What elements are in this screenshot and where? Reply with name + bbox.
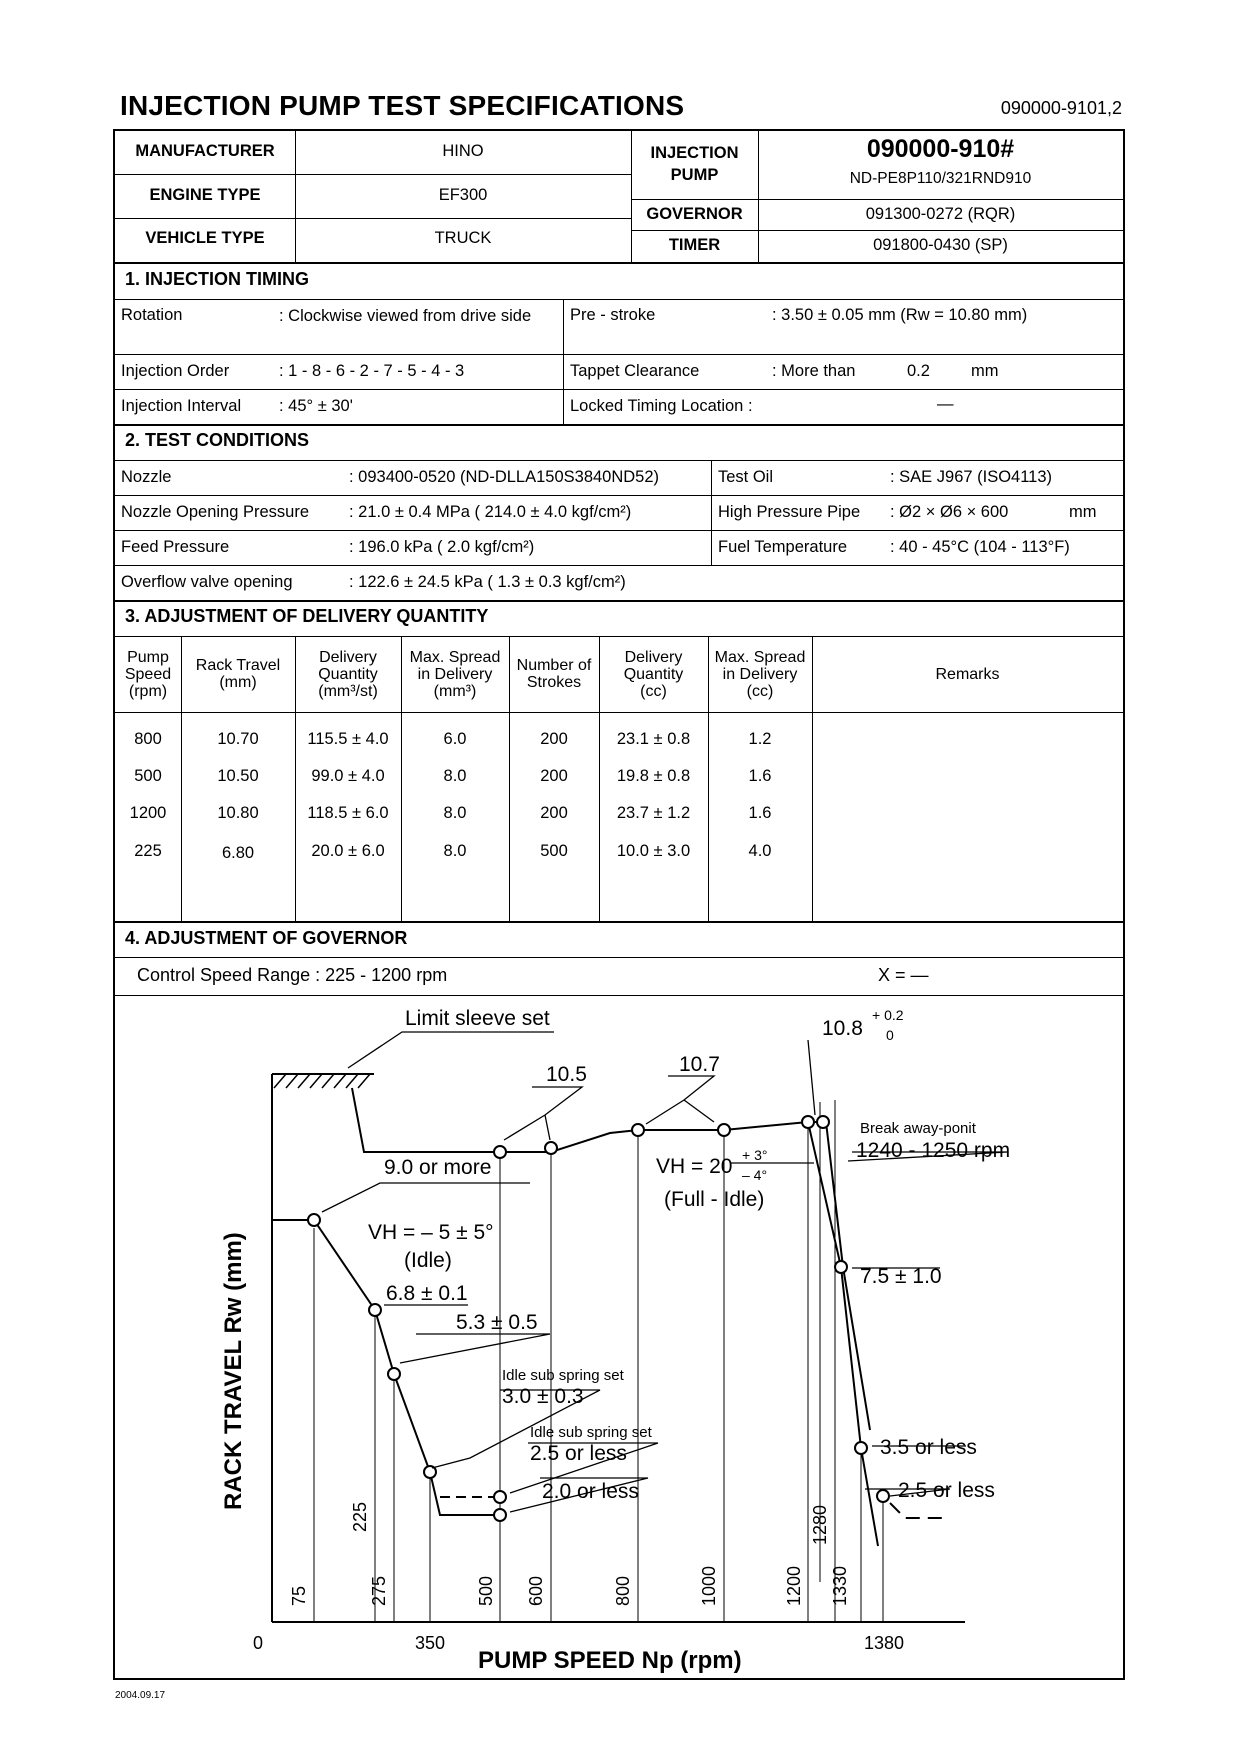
table-cell: 1.6: [748, 804, 772, 822]
section-delivery-quantity-title: 3. ADJUSTMENT OF DELIVERY QUANTITY: [125, 606, 489, 626]
table-cell: 500: [134, 767, 162, 785]
x-tick-label-vertical: 225: [350, 1501, 370, 1532]
high-pressure-pipe-unit: mm: [1069, 503, 1097, 521]
table-cell: 500: [540, 842, 568, 860]
label-10-5: 10.5: [546, 1063, 587, 1086]
tappet-clearance-value: : More than: [772, 362, 856, 380]
label-2-5: 2.5 or less: [530, 1442, 627, 1465]
table-cell: 225: [134, 842, 162, 860]
test-oil-value: : SAE J967 (ISO4113): [890, 468, 1053, 486]
timer-value: 091800-0430 (SP): [873, 236, 1008, 254]
table-header-cell: (mm³/st): [318, 682, 378, 700]
label-3-5: 3.5 or less: [880, 1436, 977, 1459]
limit-stopper-hatch: [272, 1074, 374, 1088]
table-cell: 6.80: [221, 844, 255, 862]
table-cell: 10.80: [217, 804, 259, 822]
table-header-cell: Max. Spread: [409, 648, 501, 666]
label-idle: (Idle): [404, 1249, 452, 1272]
pump-number: 090000-910#: [866, 135, 1015, 163]
table-cell: 8.0: [443, 804, 467, 822]
injection-pump-label: INJECTION PUMP: [650, 144, 739, 184]
table-cell: 200: [540, 804, 568, 822]
table-header-cell: in Delivery: [417, 665, 493, 683]
vehicle-type-value: TRUCK: [434, 229, 492, 247]
table-header-cell: (rpm): [128, 682, 168, 700]
vehicle-type-label: VEHICLE TYPE: [145, 229, 265, 247]
table-cell: 118.5 ± 6.0: [307, 804, 389, 822]
rack-travel-curve: [272, 1088, 945, 1546]
table-cell: 10.50: [217, 767, 259, 785]
x-tick-label-vertical: 75: [289, 1585, 309, 1606]
table-cell: 8.0: [443, 842, 467, 860]
label-breakaway-rpm: 1240 - 1250 rpm: [856, 1139, 1011, 1162]
manufacturer-label: MANUFACTURER: [135, 142, 275, 160]
rotation-label: Rotation: [121, 306, 183, 324]
x-tick-label-vertical: 500: [476, 1575, 496, 1606]
label-5-3: 5.3 ± 0.5: [456, 1311, 538, 1334]
x-tick-label-vertical: 1000: [699, 1565, 719, 1606]
governor-value: 091300-0272 (RQR): [865, 205, 1016, 223]
table-cell: 99.0 ± 4.0: [311, 767, 385, 785]
label-limit-sleeve: Limit sleeve set: [405, 1007, 550, 1030]
label-10-8: 10.8: [822, 1017, 863, 1040]
governor-label: GOVERNOR: [646, 205, 743, 223]
injection-interval-label: Injection Interval: [121, 397, 242, 415]
engine-type-label: ENGINE TYPE: [149, 186, 261, 204]
table-cell: 23.1 ± 0.8: [616, 730, 691, 748]
high-pressure-pipe-value: : Ø2 × Ø6 × 600: [890, 503, 1009, 521]
table-header-cell: Max. Spread: [714, 648, 806, 666]
section-test-conditions-title: 2. TEST CONDITIONS: [125, 430, 310, 450]
label-idle-sub-2: Idle sub spring set: [530, 1424, 652, 1441]
nozzle-label: Nozzle: [121, 468, 172, 486]
label-10-7: 10.7: [679, 1053, 720, 1076]
tappet-clearance-unit: mm: [971, 362, 999, 380]
x-tick-label: 350: [414, 1633, 446, 1653]
y-axis-title: RACK TRAVEL Rw (mm): [220, 1232, 247, 1510]
x-tick-label-vertical: 1280: [810, 1504, 830, 1545]
section-injection-timing-title: 1. INJECTION TIMING: [125, 269, 310, 289]
label-2-5-b: 2.5 or less: [898, 1479, 995, 1502]
label-10-8-plus: + 0.2: [872, 1007, 904, 1023]
x-axis-title: PUMP SPEED Np (rpm): [478, 1647, 742, 1674]
table-cell: 200: [540, 730, 568, 748]
table-header-cell: Delivery: [624, 648, 683, 666]
table-header-cell: Number of: [516, 657, 592, 674]
label-idle-sub-1: Idle sub spring set: [502, 1367, 624, 1384]
page-title: INJECTION PUMP TEST SPECIFICATIONS: [120, 90, 685, 121]
rotation-value: : Clockwise viewed from drive side: [279, 307, 532, 325]
label-vh-idle: VH = – 5 ± 5°: [368, 1221, 494, 1244]
table-cell: 10.70: [217, 730, 259, 748]
nozzle-opening-pressure-value: : 21.0 ± 0.4 MPa ( 214.0 ± 4.0 kgf/cm²): [349, 503, 632, 521]
label-vh-full: VH = 20: [656, 1155, 733, 1178]
x-tick-label-vertical: 600: [526, 1575, 546, 1606]
table-header-cell: (cc): [746, 682, 774, 700]
table-header-cell: (mm³): [433, 682, 477, 700]
table-header-cell: (cc): [640, 682, 667, 700]
engine-type-value: EF300: [438, 186, 488, 204]
injection-order-label: Injection Order: [121, 362, 230, 380]
nozzle-value: : 093400-0520 (ND-DLLA150S3840ND52): [349, 468, 660, 486]
table-cell: 8.0: [443, 767, 467, 785]
table-cell: 19.8 ± 0.8: [616, 767, 691, 785]
x-tick-label-vertical: 275: [369, 1575, 389, 1606]
control-speed-range: Control Speed Range : 225 - 1200 rpm: [137, 965, 448, 985]
table-header-cell: Pump: [127, 648, 169, 666]
manufacturer-value: HINO: [442, 142, 484, 160]
table-header-cell: Rack Travel: [195, 657, 281, 674]
tappet-clearance-label: Tappet Clearance: [570, 362, 700, 380]
injection-interval-value: : 45° ± 30': [279, 397, 353, 415]
table-header-cell: Remarks: [935, 665, 1000, 683]
fuel-temperature-label: Fuel Temperature: [718, 538, 848, 556]
label-6-8: 6.8 ± 0.1: [386, 1282, 468, 1305]
x-value: X = —: [878, 965, 929, 985]
locked-timing-value: —: [937, 395, 954, 413]
label-full-idle: (Full - Idle): [664, 1188, 765, 1211]
table-header-cell: Delivery: [319, 648, 377, 666]
table-header-cell: Strokes: [526, 674, 582, 691]
prestroke-value: : 3.50 ± 0.05 mm (Rw = 10.80 mm): [772, 306, 1028, 324]
table-cell: 115.5 ± 4.0: [307, 730, 389, 748]
label-3-0: 3.0 ± 0.3: [502, 1385, 584, 1408]
document-number: 090000-9101,2: [1000, 98, 1122, 118]
table-header-cell: in Delivery: [722, 665, 798, 683]
table-cell: 200: [540, 767, 568, 785]
fuel-temperature-value: : 40 - 45°C (104 - 113°F): [890, 538, 1070, 556]
label-vh-plus: + 3°: [742, 1147, 768, 1163]
feed-pressure-value: : 196.0 kPa ( 2.0 kgf/cm²): [349, 538, 535, 556]
table-cell: 23.7 ± 1.2: [616, 804, 691, 822]
x-tick-label: 0: [252, 1633, 264, 1653]
label-9-or-more: 9.0 or more: [384, 1156, 492, 1179]
section-governor-title: 4. ADJUSTMENT OF GOVERNOR: [125, 928, 408, 948]
overflow-valve-value: : 122.6 ± 24.5 kPa ( 1.3 ± 0.3 kgf/cm²): [349, 573, 626, 591]
label-2-0: 2.0 or less: [542, 1480, 639, 1503]
injection-order-value: : 1 - 8 - 6 - 2 - 7 - 5 - 4 - 3: [279, 362, 465, 380]
table-cell: 10.0 ± 3.0: [616, 842, 691, 860]
table-header-cell: Speed: [124, 665, 172, 683]
table-cell: 1200: [129, 804, 167, 822]
label-breakaway: Break away-ponit: [860, 1120, 976, 1137]
table-header-cell: Quantity: [623, 665, 684, 683]
tappet-clearance-number: 0.2: [907, 362, 930, 380]
test-oil-label: Test Oil: [718, 468, 774, 486]
table-header-cell: (mm): [219, 674, 257, 691]
x-tick-label-vertical: 1330: [830, 1565, 850, 1606]
overflow-valve-label: Overflow valve opening: [121, 573, 293, 591]
table-header-cell: Quantity: [318, 665, 378, 683]
x-tick-label: 1380: [863, 1633, 905, 1653]
table-cell: 1.6: [748, 767, 772, 785]
locked-timing-label: Locked Timing Location :: [570, 397, 753, 415]
table-cell: 6.0: [443, 730, 467, 748]
label-vh-minus: – 4°: [742, 1167, 768, 1183]
pump-model: ND-PE8P110/321RND910: [849, 170, 1032, 187]
table-cell: 800: [134, 730, 162, 748]
nozzle-opening-pressure-label: Nozzle Opening Pressure: [121, 503, 310, 521]
label-10-8-minus: 0: [886, 1027, 894, 1043]
feed-pressure-label: Feed Pressure: [121, 538, 230, 556]
table-cell: 4.0: [748, 842, 772, 860]
x-tick-label-vertical: 1200: [784, 1565, 804, 1606]
timer-label: TIMER: [668, 236, 721, 254]
prestroke-label: Pre - stroke: [570, 306, 656, 324]
table-cell: 20.0 ± 6.0: [311, 842, 385, 860]
x-tick-label-vertical: 800: [613, 1575, 633, 1606]
footer-date: 2004.09.17: [115, 1690, 166, 1701]
high-pressure-pipe-label: High Pressure Pipe: [718, 503, 861, 521]
label-7-5: 7.5 ± 1.0: [860, 1265, 942, 1288]
table-cell: 1.2: [748, 730, 772, 748]
